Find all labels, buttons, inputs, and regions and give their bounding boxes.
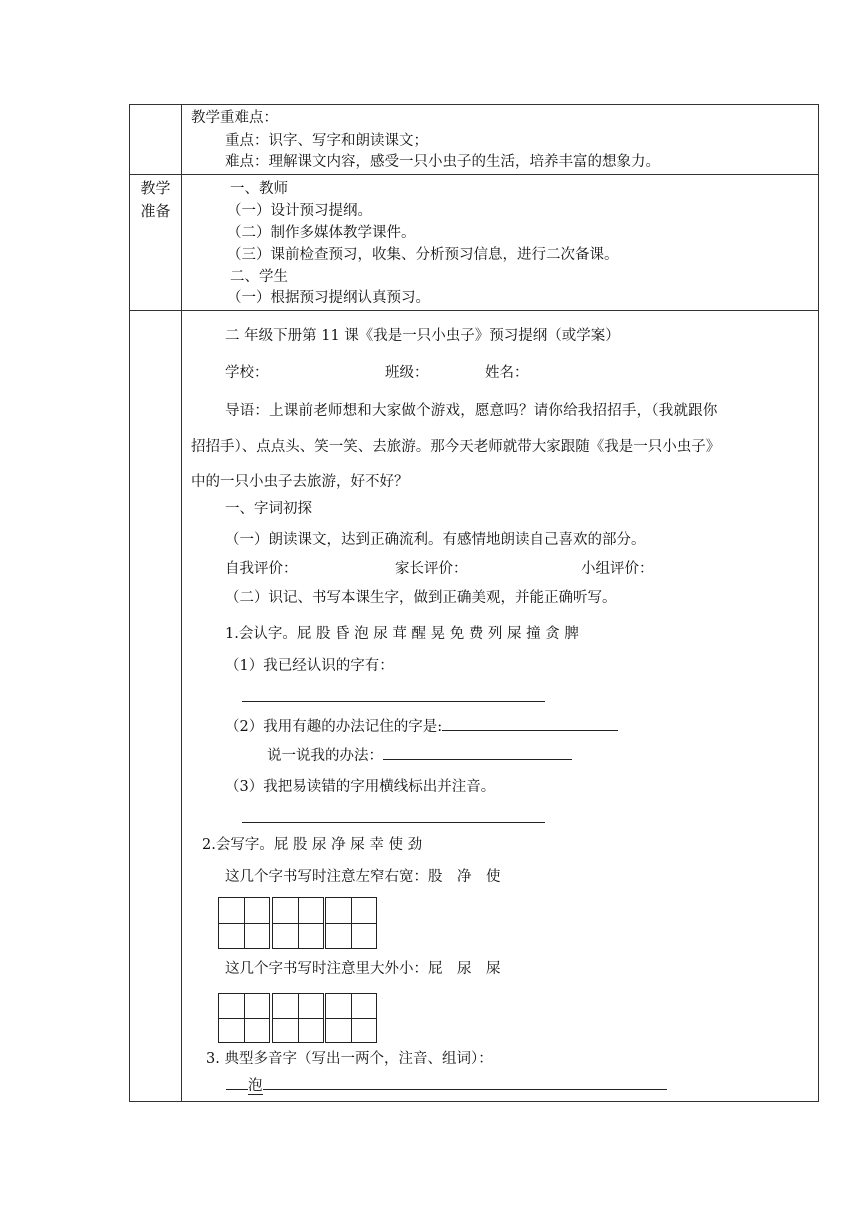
row-label-preparation	[130, 175, 182, 311]
prep-line: 二、学生	[230, 269, 288, 285]
write-characters: 2.会写字。屁 股 尿 净 屎 幸 使 劲	[202, 837, 423, 853]
key-points-heading: 教学重难点：	[191, 110, 278, 126]
key-point-line: 重点：识字、写字和朗读课文；	[225, 133, 428, 149]
intro-line: 导语：上课前老师想和大家做个游戏，愿意吗？请你给我招招手，（我就跟你	[225, 403, 718, 419]
name-label: 姓名：	[485, 365, 529, 381]
prep-line: （三）课前检查预习，收集、分析预习信息，进行二次备课。	[227, 247, 619, 263]
answer-line[interactable]	[442, 716, 618, 731]
question-known-chars: （1）我已经认识的字有：	[225, 658, 394, 674]
key-points-cell	[182, 105, 819, 175]
item-reading: （一）朗读课文，达到正确流利。有感情地朗读自己喜欢的部分。	[225, 532, 646, 548]
recognize-characters: 1.会认字。屁 股 昏 泡 尿 茸 醒 晃 免 费 列 屎 撞 贪 脾	[225, 626, 579, 642]
row-label-empty	[130, 311, 182, 1102]
label-line: 准备	[140, 202, 171, 220]
prep-line: （一）设计预习提纲。	[227, 203, 372, 219]
writing-grid-box[interactable]	[218, 897, 270, 949]
prep-line: 一、教师	[230, 181, 288, 197]
writing-grid-box[interactable]	[218, 993, 270, 1043]
answer-line[interactable]	[242, 822, 545, 823]
writing-grid-box[interactable]	[272, 897, 324, 949]
parent-evaluation: 家长评价：	[395, 561, 468, 577]
writing-grid-box[interactable]	[325, 993, 377, 1043]
outline-title: 二 年级下册第 11 课《我是一只小虫子》预习提纲（或学案）	[225, 328, 620, 344]
difficulty-line: 难点：理解课文内容，感受一只小虫子的生活，培养丰富的想象力。	[225, 154, 660, 170]
polyphonic-heading: 3. 典型多音字（写出一两个，注音、组词）：	[206, 1051, 493, 1067]
row-label-empty	[130, 105, 182, 175]
class-label: 班级：	[385, 365, 429, 381]
row-preview-outline	[130, 311, 819, 1102]
prep-line: （一）根据预习提纲认真预习。	[227, 290, 430, 306]
question-hard-chars: （3）我把易读错的字用横线标出并注音。	[225, 779, 496, 795]
lesson-plan-table	[129, 104, 819, 1102]
row-preparation	[130, 175, 819, 311]
answer-line[interactable]	[263, 1075, 667, 1090]
group-evaluation: 小组评价：	[581, 561, 654, 577]
question-memory-text: （2）我用有趣的办法记住的字是:	[225, 719, 443, 735]
polyphonic-answer	[226, 1075, 667, 1096]
section-heading: 一、字词初探	[225, 501, 312, 517]
polyphonic-char: 泡	[248, 1078, 263, 1094]
preparation-cell	[182, 175, 819, 311]
question-method	[267, 745, 572, 766]
school-label: 学校：	[225, 365, 269, 381]
label-line: 教学	[140, 179, 171, 197]
item-characters: （二）识记、书写本课生字，做到正确美观，并能正确听写。	[225, 590, 617, 606]
question-memory	[225, 716, 618, 737]
intro-line: 中的一只小虫子去旅游，好不好？	[191, 474, 409, 490]
answer-line[interactable]	[383, 745, 572, 760]
writing-grid-box[interactable]	[272, 993, 324, 1043]
prep-line: （二）制作多媒体教学课件。	[227, 225, 416, 241]
question-method-text: 说一说我的办法：	[267, 748, 383, 764]
row-key-points	[130, 105, 819, 175]
preview-outline-cell	[182, 311, 819, 1102]
intro-line: 招招手）、点点头、笑一笑、去旅游。那今天老师就带大家跟随《我是一只小虫子》	[191, 439, 721, 455]
note-left-right: 这几个字书写时注意左窄右宽：股 净 使	[225, 869, 501, 885]
note-inner-outer: 这几个字书写时注意里大外小：屁 尿 屎	[225, 961, 501, 977]
answer-line[interactable]	[226, 1075, 248, 1090]
writing-grid-box[interactable]	[325, 897, 377, 949]
answer-line[interactable]	[242, 701, 545, 702]
self-evaluation: 自我评价：	[225, 561, 298, 577]
